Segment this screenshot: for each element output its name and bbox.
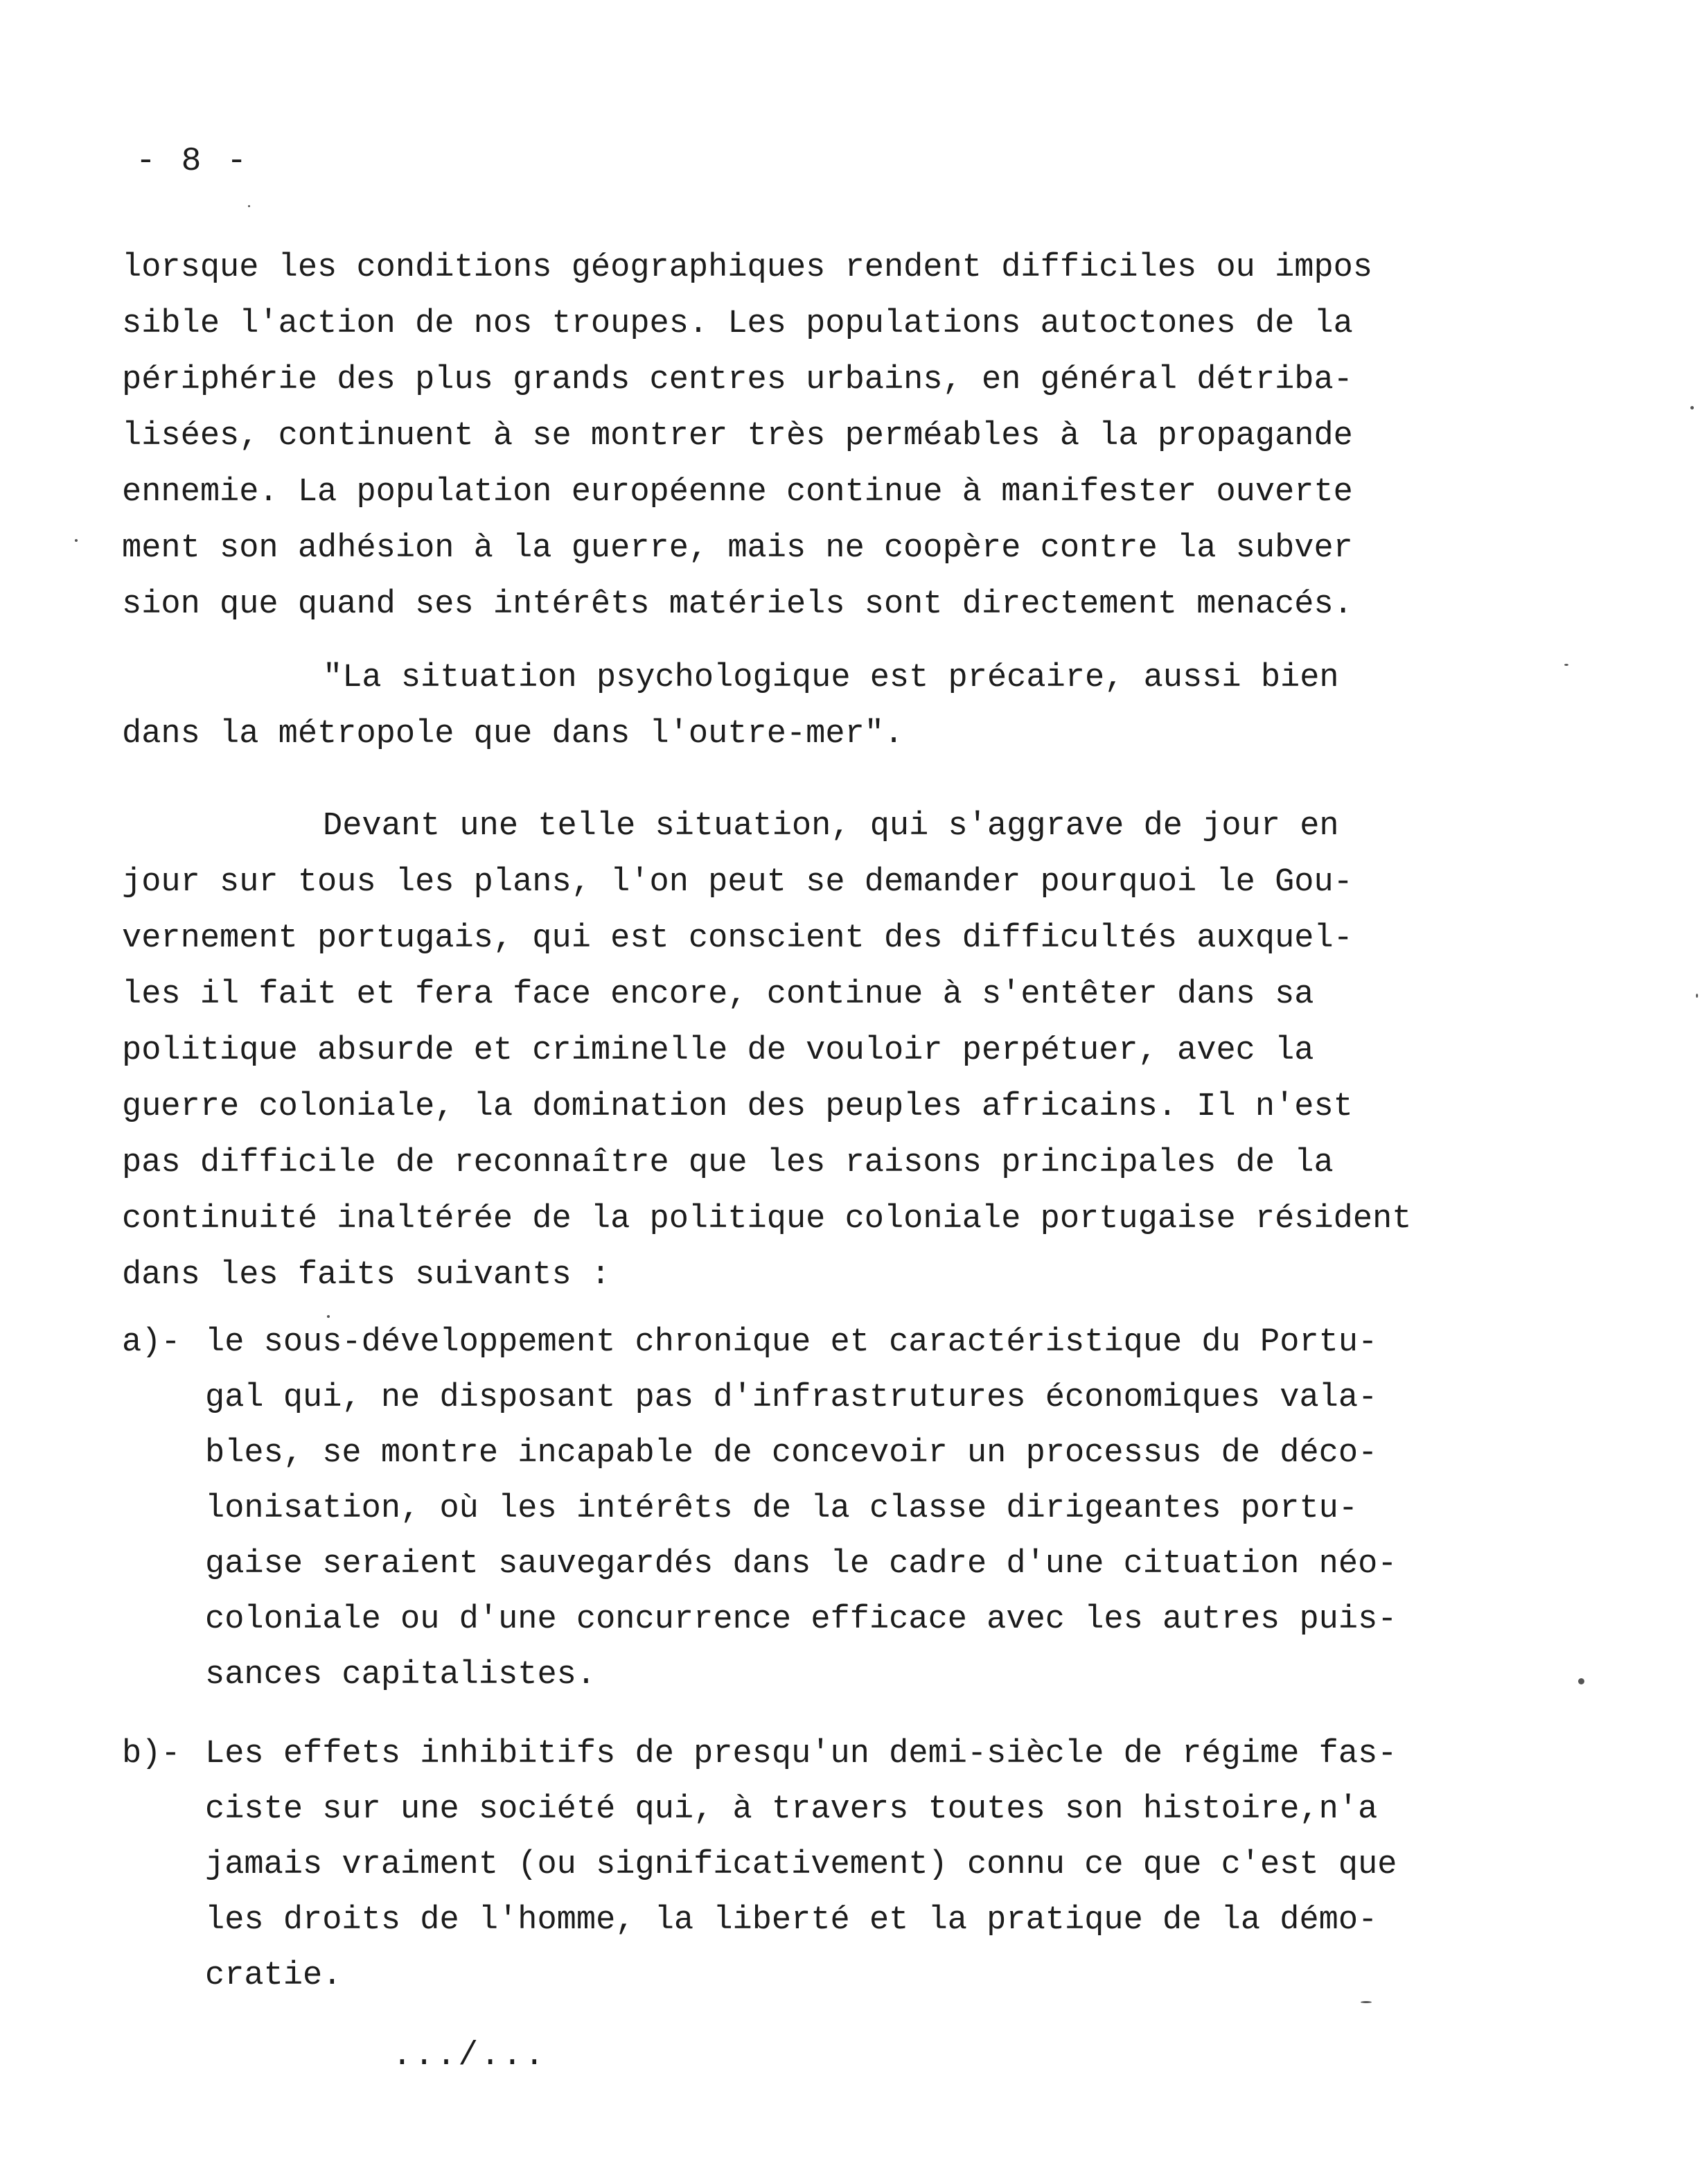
text-line: sion que quand ses intérêts matériels sont directement menacés.: [122, 586, 1353, 623]
scan-speck: [248, 205, 250, 207]
scan-speck: [1696, 994, 1698, 998]
list-item-body: [205, 1315, 1452, 1703]
text-line: dans les faits suivants :: [122, 1257, 611, 1294]
text-line: Les effets inhibitifs de presqu'un demi-siècle de régime fas-: [205, 1736, 1397, 1772]
text-line: dans la métropole que dans l'outre-mer".: [122, 716, 904, 752]
text-line: lonisation, où les intérêts de la classe dirigeantes portu-: [205, 1490, 1359, 1527]
text-line: jour sur tous les plans, l'on peut se demander pourquoi le Gou-: [122, 864, 1353, 901]
scan-speck: [1690, 406, 1694, 410]
text-line: ciste sur une société qui, à travers toutes son histoire,n'a: [205, 1791, 1378, 1828]
text-line: vernement portugais, qui est conscient des difficultés auxquel-: [122, 920, 1353, 957]
page-number: - 8 -: [136, 143, 250, 180]
scan-speck: [1564, 664, 1568, 666]
text-line: jamais vraiment (ou significativement) connu ce que c'est que: [205, 1847, 1397, 1883]
scan-speck: [1578, 1678, 1584, 1684]
text-line: les droits de l'homme, la liberté et la pratique de la démo-: [205, 1902, 1378, 1939]
paragraph-1: [122, 240, 1452, 633]
paragraph-3: [122, 798, 1452, 1303]
list-item-body: [205, 1727, 1452, 2004]
text-line: Devant une telle situation, qui s'aggrave de jour en: [323, 808, 1339, 845]
list-marker: a)-: [122, 1324, 181, 1361]
text-line: gaise seraient sauvegardés dans le cadre d'une cituation néo-: [205, 1546, 1397, 1583]
text-line: le sous-développement chronique et caractéristique du Portu-: [205, 1324, 1378, 1361]
scan-speck: [75, 539, 78, 542]
scan-speck: [327, 1315, 330, 1318]
list-marker: b)-: [122, 1736, 181, 1772]
text-line: gal qui, ne disposant pas d'infrastrutures économiques vala-: [205, 1380, 1378, 1416]
text-line: coloniale ou d'une concurrence efficace avec les autres puis-: [205, 1601, 1397, 1638]
text-line: bles, se montre incapable de concevoir un processus de déco-: [205, 1435, 1378, 1472]
scan-speck: [1361, 2001, 1372, 2003]
paragraph-2-quote: [122, 650, 1452, 762]
text-line: politique absurde et criminelle de vouloir perpétuer, avec la: [122, 1032, 1314, 1069]
text-line: lorsque les conditions géographiques rendent difficiles ou impos: [122, 249, 1373, 286]
text-line: ment son adhésion à la guerre, mais ne coopère contre la subver: [122, 530, 1353, 567]
text-line: sances capitalistes.: [205, 1657, 596, 1693]
text-line: pas difficile de reconnaître que les raisons principales de la: [122, 1145, 1334, 1181]
text-line: guerre coloniale, la domination des peuples africains. Il n'est: [122, 1089, 1353, 1125]
text-line: ennemie. La population européenne continue à manifester ouverte: [122, 474, 1353, 511]
text-line: les il fait et fera face encore, continue à s'entêter dans sa: [122, 976, 1314, 1013]
text-line: sible l'action de nos troupes. Les populations autoctones de la: [122, 306, 1353, 342]
text-line: "La situation psychologique est précaire, aussi bien: [323, 660, 1339, 696]
text-line: cratie.: [205, 1957, 342, 1994]
text-line: périphérie des plus grands centres urbains, en général détriba-: [122, 362, 1353, 398]
text-line: continuité inaltérée de la politique coloniale portugaise résident: [122, 1201, 1412, 1238]
text-line: lisées, continuent à se montrer très perméables à la propagande: [122, 418, 1353, 455]
continuation-mark: .../...: [392, 2037, 547, 2075]
